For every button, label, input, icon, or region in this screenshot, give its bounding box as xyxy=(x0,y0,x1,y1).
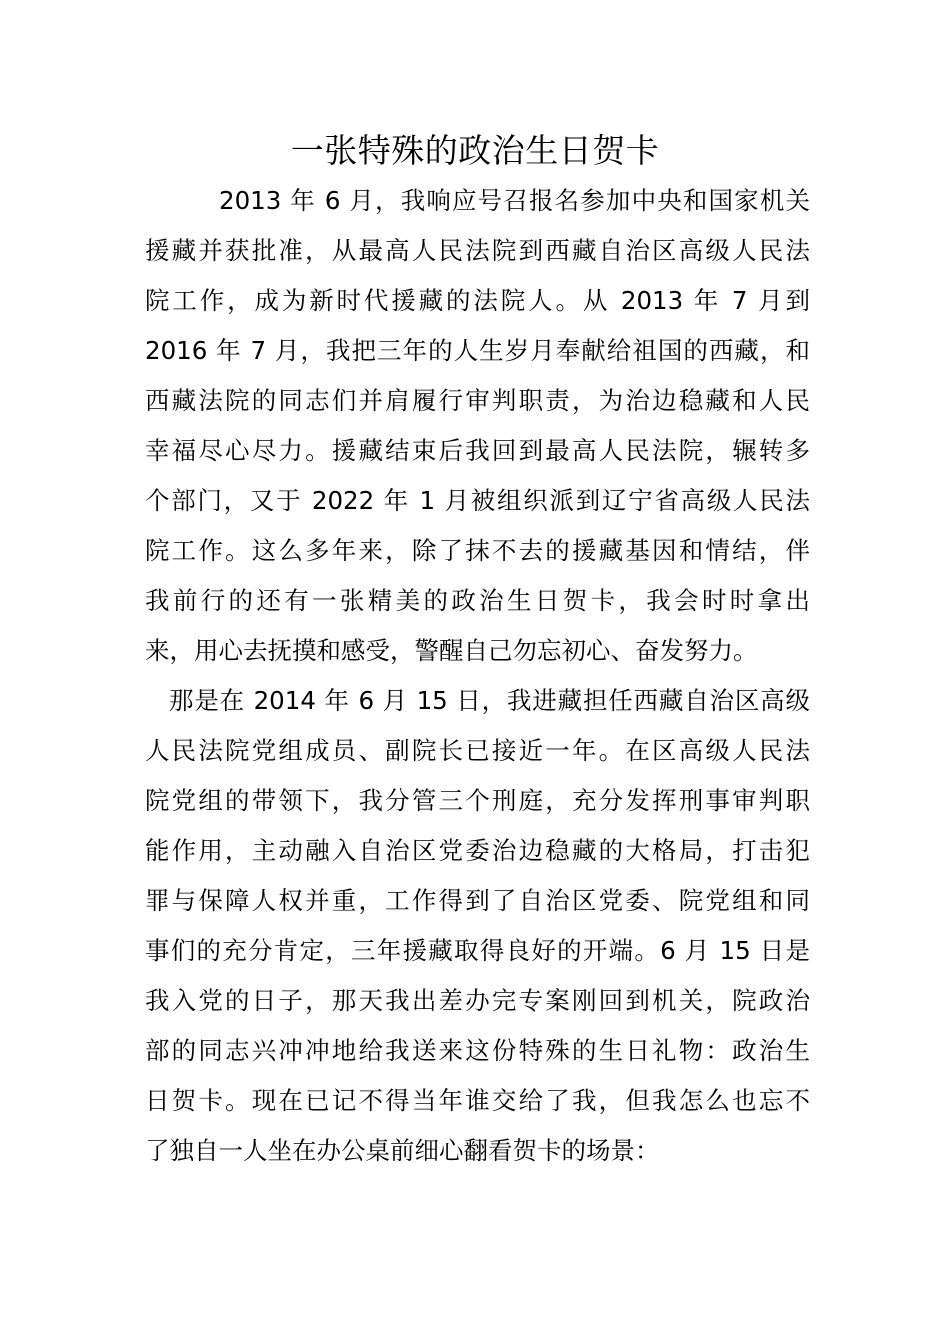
document-body xyxy=(145,176,810,1176)
paragraph-line: 能作用，主动融入自治区党委治边稳藏的大格局，打击犯 xyxy=(145,836,810,865)
paragraph-line: 西藏法院的同志们并肩履行审判职责，为治边稳藏和人民 xyxy=(145,386,810,415)
paragraph-line: 院工作，成为新时代援藏的法院人。从 2013 年 7 月到 xyxy=(145,286,810,315)
paragraph-line: 个部门，又于 2022 年 1 月被组织派到辽宁省高级人民法 xyxy=(145,486,810,515)
paragraph-line: 事们的充分肯定，三年援藏取得良好的开端。6 月 15 日是 xyxy=(145,936,810,965)
paragraph-line: 来，用心去抚摸和感受，警醒自己勿忘初心、奋发努力。 xyxy=(145,636,758,665)
paragraph-line: 我入党的日子，那天我出差办完专案刚回到机关，院政治 xyxy=(145,986,810,1015)
paragraph-line: 院党组的带领下，我分管三个刑庭，充分发挥刑事审判职 xyxy=(145,786,810,815)
paragraph-line: 幸福尽心尽力。援藏结束后我回到最高人民法院，辗转多 xyxy=(145,436,810,465)
paragraph-line: 日贺卡。现在已记不得当年谁交给了我，但我怎么也忘不 xyxy=(145,1086,810,1115)
paragraph-line: 援藏并获批准，从最高人民法院到西藏自治区高级人民法 xyxy=(145,236,810,265)
paragraph-line: 那是在 2014 年 6 月 15 日，我进藏担任西藏自治区高级 xyxy=(169,686,810,715)
paragraph-line: 2013 年 6 月，我响应号召报名参加中央和国家机关 xyxy=(219,186,810,215)
paragraph-line: 人民法院党组成员、副院长已接近一年。在区高级人民法 xyxy=(145,736,810,765)
paragraph-line: 我前行的还有一张精美的政治生日贺卡，我会时时拿出 xyxy=(145,586,810,615)
document-title: 一张特殊的政治生日贺卡 xyxy=(290,131,660,170)
paragraph-line: 罪与保障人权并重，工作得到了自治区党委、院党组和同 xyxy=(145,886,810,915)
paragraph-line: 部的同志兴冲冲地给我送来这份特殊的生日礼物：政治生 xyxy=(145,1036,810,1065)
paragraph-line: 院工作。这么多年来，除了抹不去的援藏基因和情结，伴 xyxy=(145,536,810,565)
paragraph-line: 了独自一人坐在办公桌前细心翻看贺卡的场景： xyxy=(145,1136,660,1165)
paragraph-line: 2016 年 7 月，我把三年的人生岁月奉献给祖国的西藏，和 xyxy=(145,336,810,365)
